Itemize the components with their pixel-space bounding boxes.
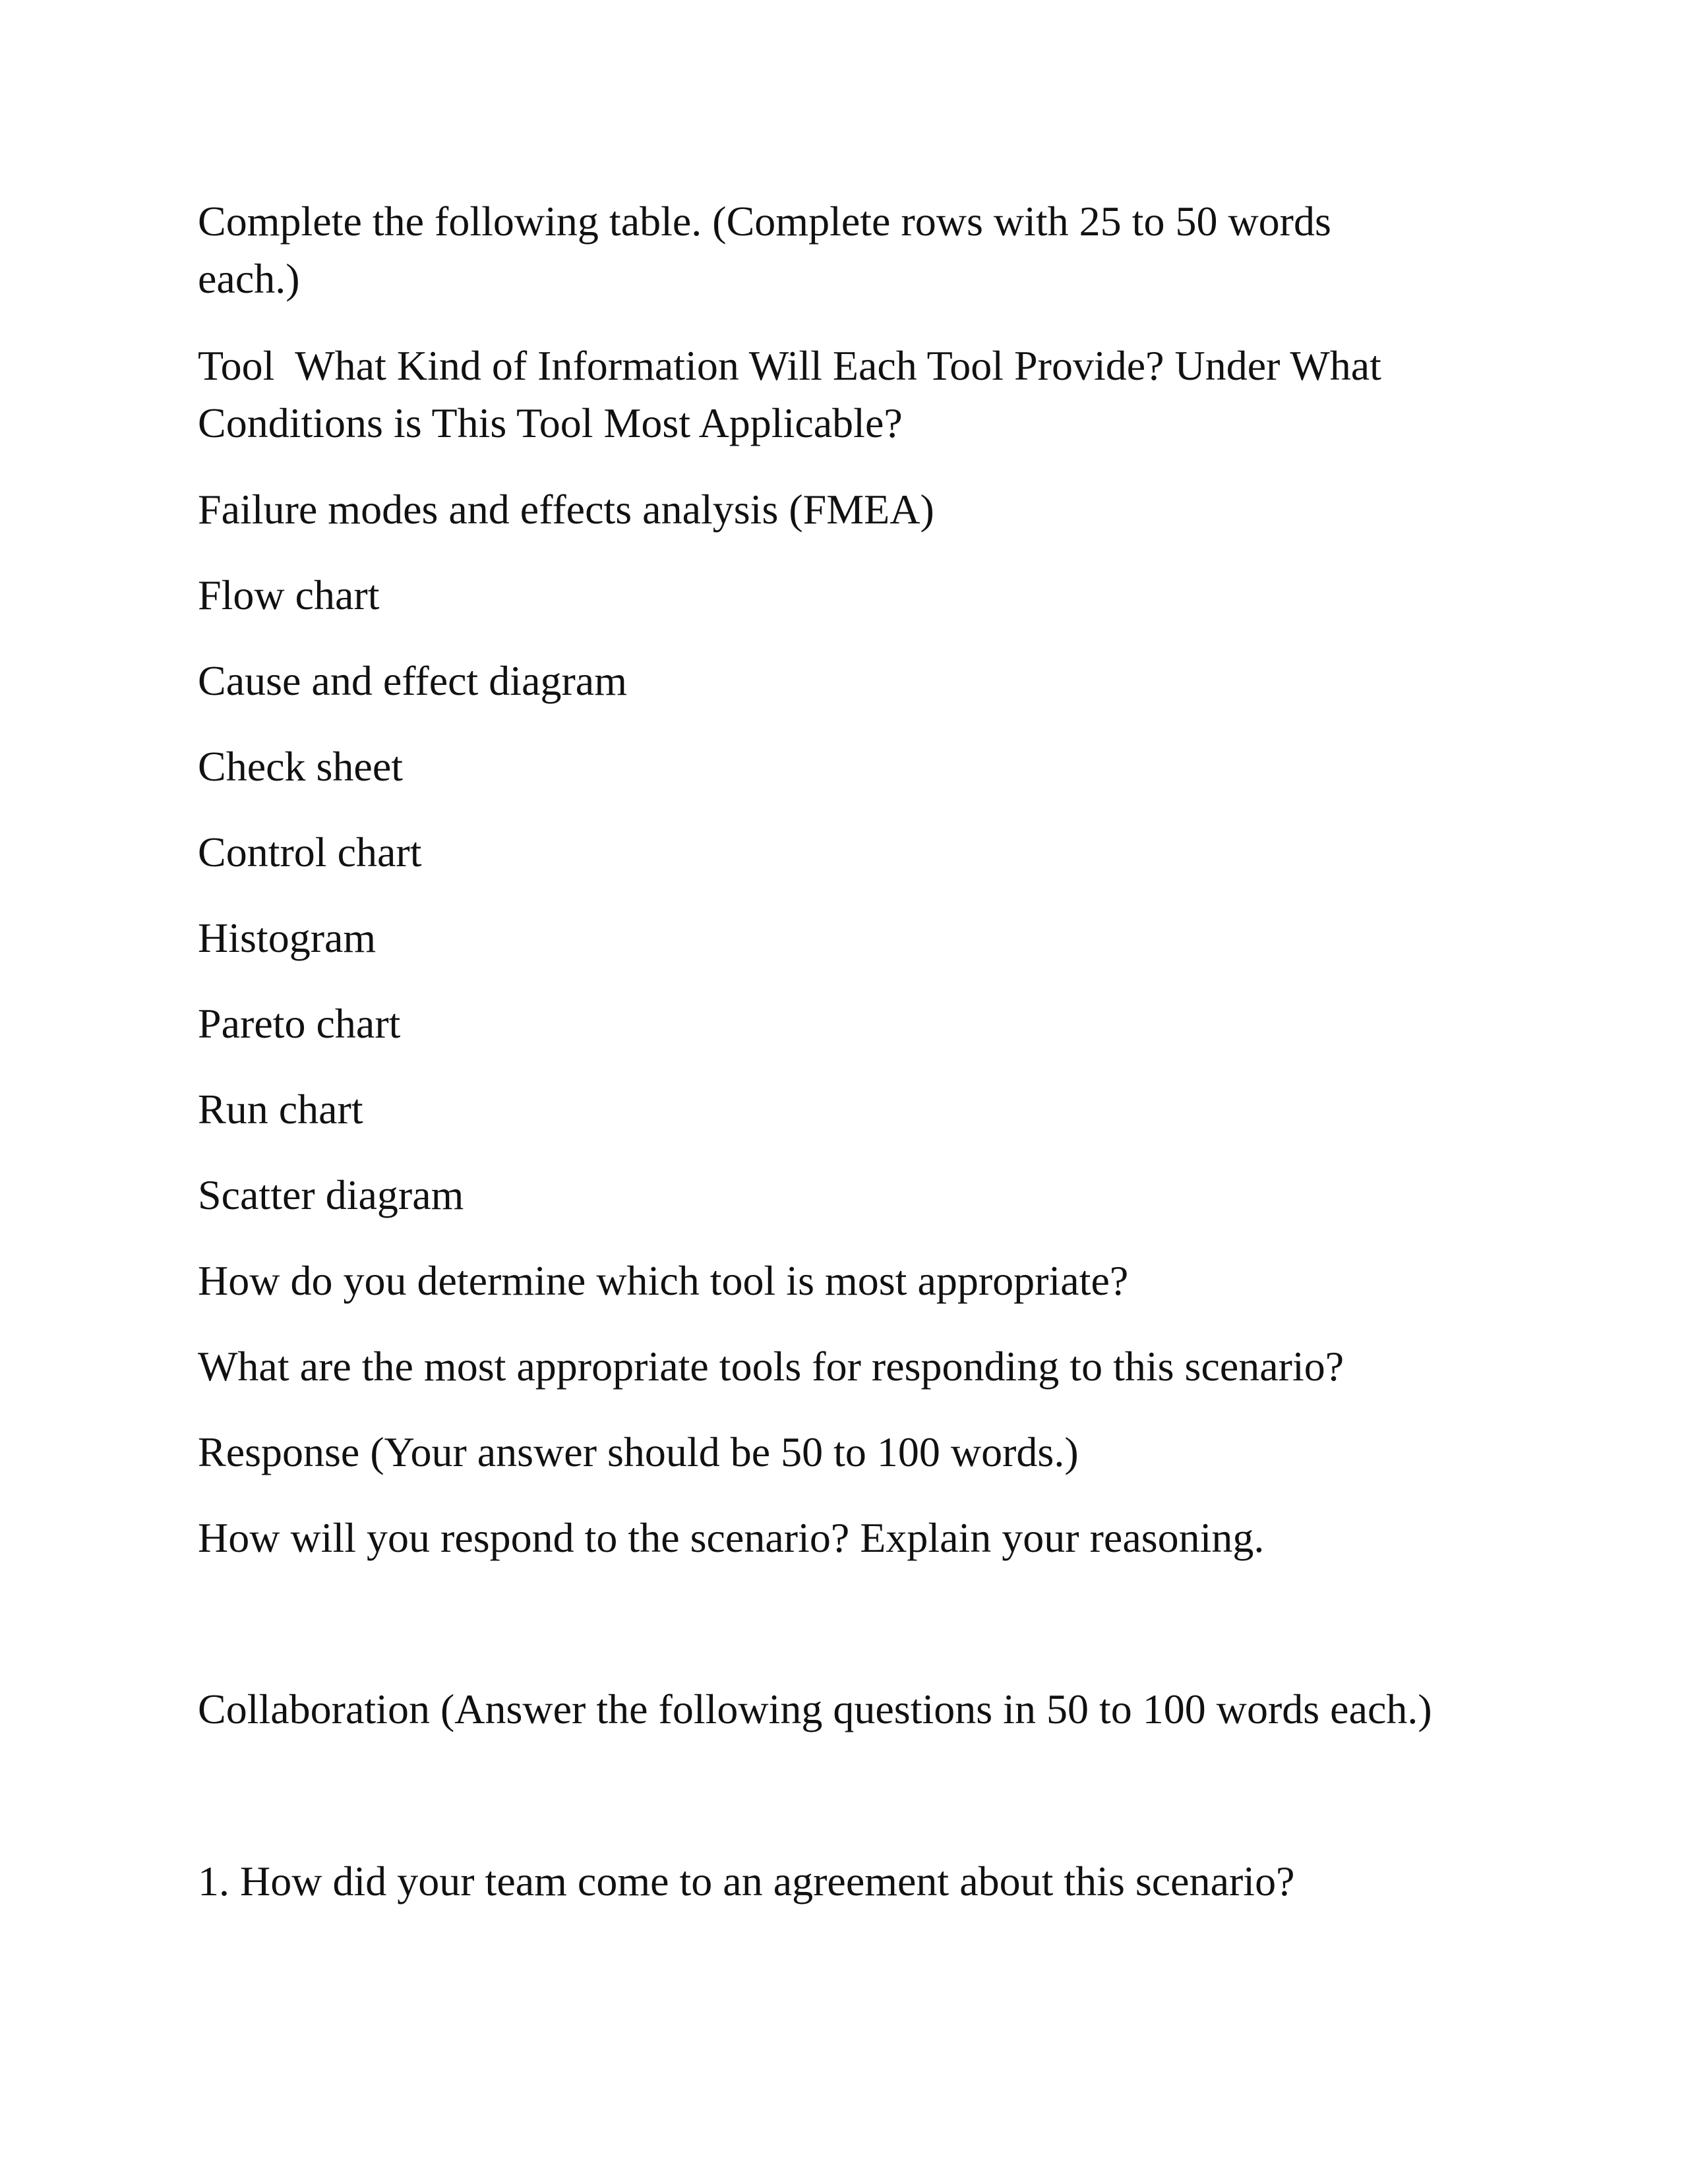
tool-row-check-sheet: Check sheet (198, 743, 403, 790)
tool-row-histogram: Histogram (198, 914, 377, 961)
question-tool-choice: How do you determine which tool is most appropriate? (198, 1257, 1129, 1304)
tool-row-fmea: Failure modes and effects analysis (FMEA) (198, 486, 934, 533)
intro-line-2: each.) (198, 255, 300, 302)
intro-paragraph (198, 192, 1517, 307)
tool-row-scatter-diagram: Scatter diagram (198, 1171, 464, 1218)
tool-row-pareto-chart: Pareto chart (198, 1000, 401, 1047)
tool-row-flow-chart: Flow chart (198, 572, 380, 618)
response-heading: Response (Your answer should be 50 to 100 words.) (198, 1429, 1079, 1475)
tool-row-control-chart: Control chart (198, 829, 422, 875)
tool-row-run-chart: Run chart (198, 1086, 363, 1133)
table-header-line-2: Conditions is This Tool Most Applicable? (198, 399, 903, 446)
intro-line-1: Complete the following table. (Complete rows with 25 to 50 words (198, 198, 1331, 245)
table-header-paragraph (198, 337, 1517, 452)
collaboration-question-1: 1. How did your team come to an agreement about this scenario? (198, 1858, 1295, 1904)
question-appropriate-tools: What are the most appropriate tools for responding to this scenario? (198, 1343, 1344, 1390)
tool-row-cause-effect-diagram: Cause and effect diagram (198, 657, 627, 704)
collaboration-heading: Collaboration (Answer the following questions in 50 to 100 words each.) (198, 1686, 1432, 1732)
table-header-line-1: Tool What Kind of Information Will Each Tool Provide? Under What (198, 342, 1381, 389)
response-question: How will you respond to the scenario? Explain your reasoning. (198, 1514, 1265, 1561)
